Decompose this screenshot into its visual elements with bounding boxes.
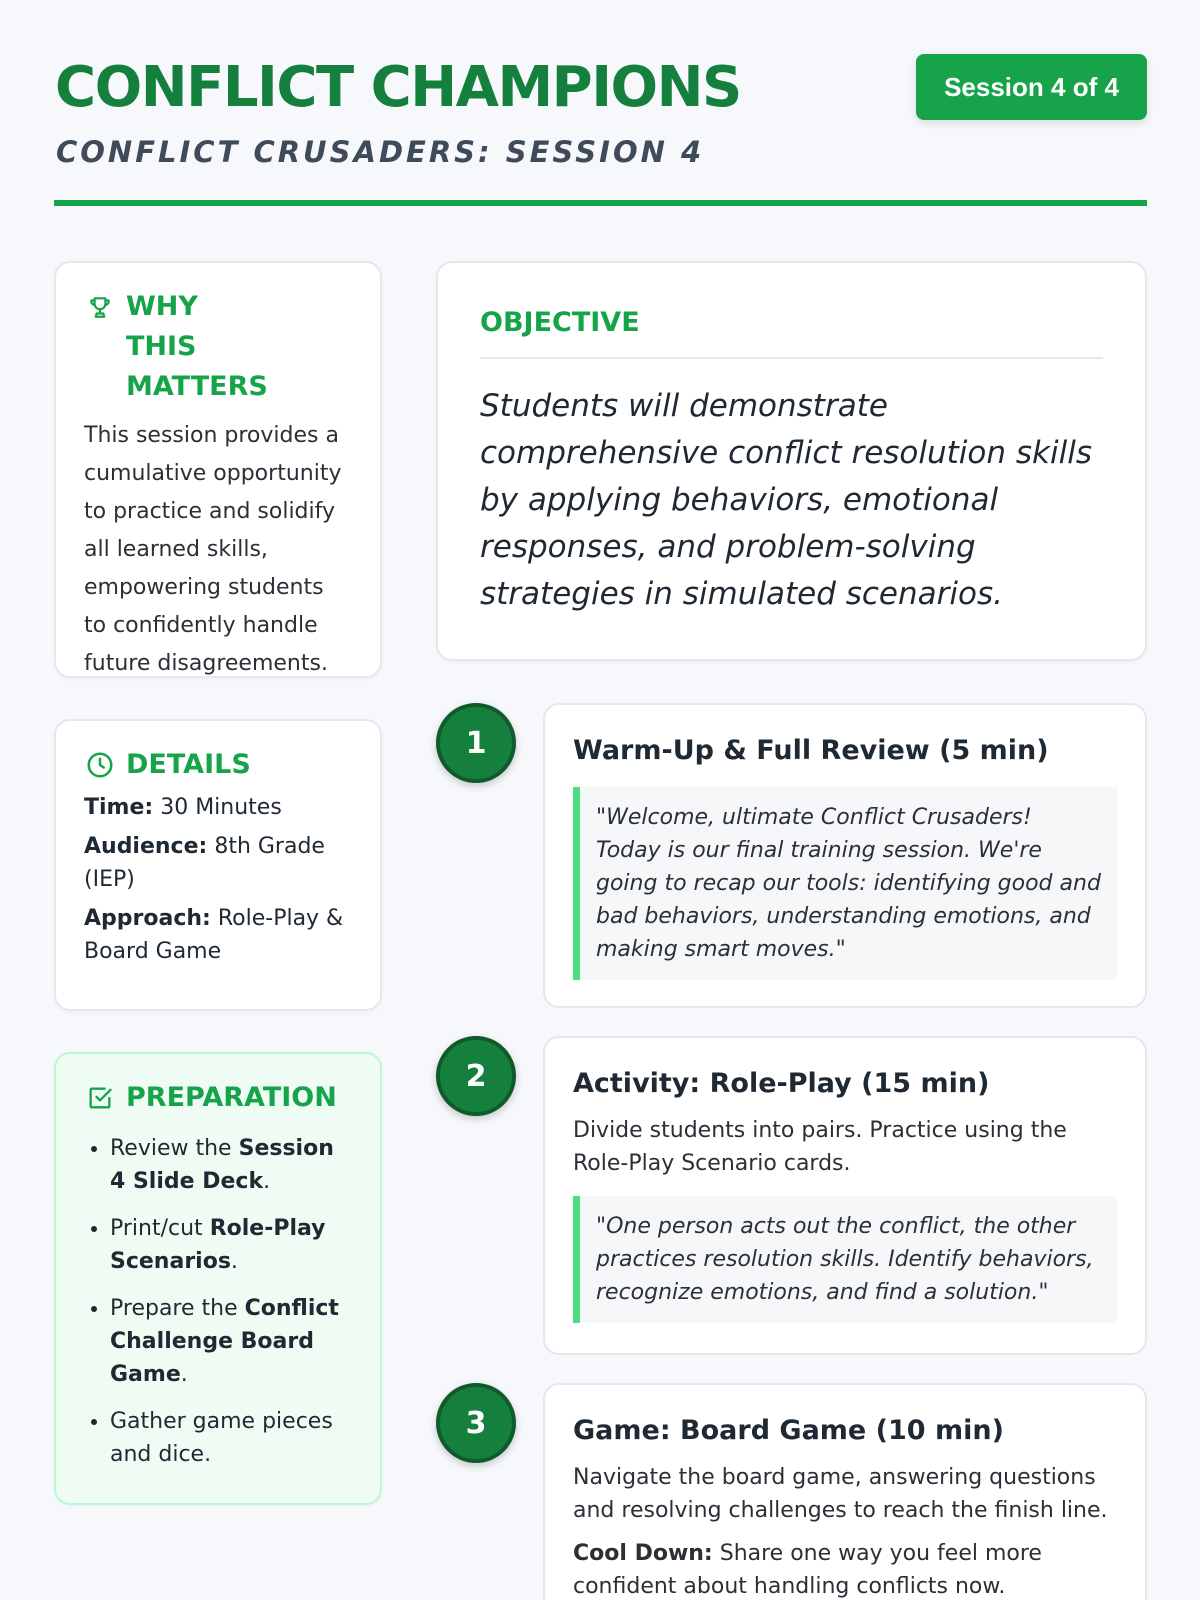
- page-subtitle: CONFLICT CRUSADERS: SESSION 4: [56, 135, 705, 169]
- approach-label: Approach:: [84, 906, 211, 931]
- step-title: Activity: Role-Play (15 min): [573, 1068, 990, 1099]
- page-title: CONFLICT CHAMPIONS: [55, 55, 741, 120]
- step-title: Warm-Up & Full Review (5 min): [573, 735, 1049, 766]
- step-text: Navigate the board game, answering questions and resolving challenges to reach the finish line.: [573, 1465, 1108, 1523]
- header-divider: [54, 200, 1147, 206]
- step-title: Game: Board Game (10 min): [573, 1415, 1004, 1446]
- time-value: 30 Minutes: [160, 795, 282, 820]
- list-item: • Prepare the Conflict Challenge Board Game.: [110, 1292, 352, 1391]
- step-quote: "Welcome, ultimate Conflict Crusaders! Today is our final training session. We're going to recap our tools: identifying good and bad behaviors, understanding emotions, and making smart moves.": [573, 787, 1117, 980]
- details-audience: [84, 830, 352, 896]
- time-label: Time:: [84, 795, 154, 820]
- clock-icon: [84, 745, 116, 785]
- why-this-matters-card: [54, 261, 382, 678]
- details-heading: DETAILS: [126, 749, 251, 780]
- list-item: • Review the Session 4 Slide Deck.: [110, 1132, 352, 1198]
- why-heading: WHY THIS MATTERS: [126, 291, 268, 402]
- objective-heading: OBJECTIVE: [480, 303, 1103, 359]
- step-card-board-game: [543, 1383, 1147, 1600]
- step-card-warm-up: [543, 703, 1147, 1008]
- cool-down: [573, 1537, 1117, 1600]
- preparation-list: [84, 1132, 352, 1471]
- trophy-icon: [84, 287, 116, 327]
- approach-value: Role-Play & Board Game: [84, 906, 344, 964]
- step-card-role-play: [543, 1036, 1147, 1355]
- step-quote: "One person acts out the conflict, the other practices resolution skills. Identify behaviors, recognize emotions, and find a solution.": [573, 1196, 1117, 1323]
- details-time: [84, 791, 352, 824]
- cool-down-label: Cool Down:: [573, 1541, 713, 1566]
- audience-value: 8th Grade (IEP): [84, 834, 325, 892]
- step-text: Divide students into pairs. Practice using the Role-Play Scenario cards.: [573, 1118, 1067, 1176]
- details-card: [54, 719, 382, 1011]
- step-number-badge: 1: [436, 703, 516, 783]
- preparation-card: [54, 1052, 382, 1505]
- list-item: • Print/cut Role-Play Scenarios.: [110, 1212, 352, 1278]
- cool-down-text: Share one way you feel more confident about handling conflicts now.: [573, 1541, 1042, 1599]
- step-number-badge: 3: [436, 1383, 516, 1463]
- session-badge: Session 4 of 4: [916, 54, 1147, 120]
- objective-text: Students will demonstrate comprehensive conflict resolution skills by applying behaviors, emotional responses, and problem-solving strategies in simulated scenarios.: [480, 388, 1092, 612]
- why-text: This session provides a cumulative opportunity to practice and solidify all learned skills, empowering students to confidently handle future disagreements.: [84, 423, 342, 676]
- step-number-badge: 2: [436, 1036, 516, 1116]
- details-approach: [84, 902, 352, 968]
- checkbox-icon: [84, 1078, 116, 1118]
- objective-card: [436, 261, 1147, 661]
- preparation-heading: PREPARATION: [126, 1082, 337, 1113]
- audience-label: Audience:: [84, 834, 208, 859]
- list-item: • Gather game pieces and dice.: [110, 1405, 352, 1471]
